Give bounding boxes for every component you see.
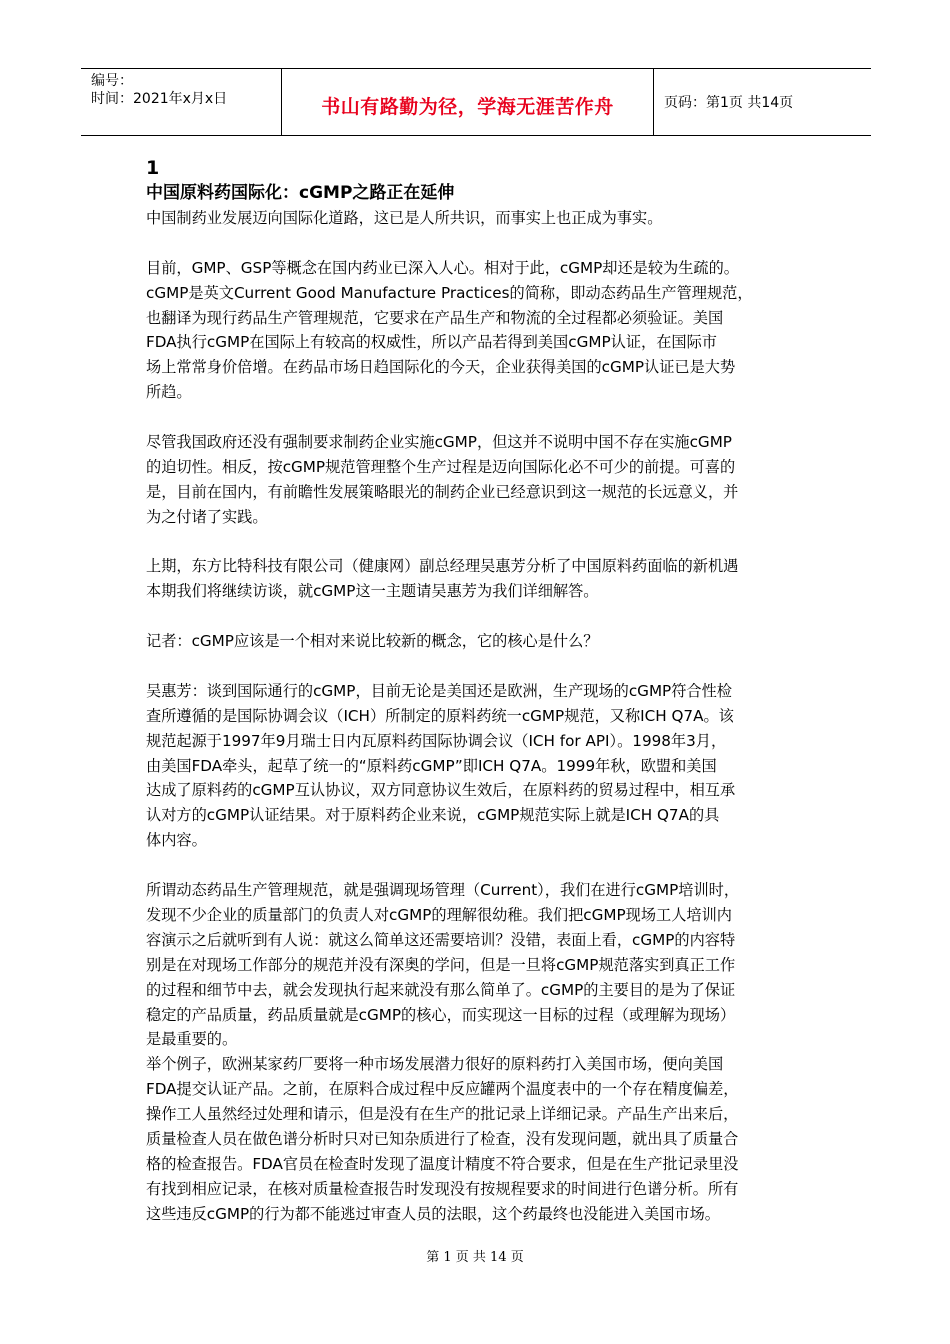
text-line: 场上常常身价倍增。在药品市场日趋国际化的今天，企业获得美国的cGMP认证已是大势 <box>146 358 736 377</box>
header-motto: 书山有路勤为径，学海无涯苦作舟 <box>321 95 614 118</box>
text-line: 由美国FDA牵头，起草了统一的“原料药cGMP”即ICH Q7A。1999年秋，欧盟和美国 <box>146 756 717 775</box>
text-line: 是最重要的。 <box>146 1030 238 1049</box>
paragraph <box>146 554 822 604</box>
text-line: cGMP是英文Current Good Manufacture Practices的简称，即动态药品生产管理规范， <box>146 283 753 302</box>
text-line: 达成了原料药的cGMP互认协议，双方同意协议生效后，在原料药的贸易过程中，相互承 <box>146 781 736 800</box>
text-line: 所趋。 <box>146 383 192 402</box>
paragraph <box>146 430 822 530</box>
text-line: 稳定的产品质量，药品质量就是cGMP的核心，而实现这一目标的过程（或理解为现场） <box>146 1005 736 1024</box>
text-line: 的过程和细节中去，就会发现执行起来就没有那么简单了。cGMP的主要目的是为了保证 <box>146 980 736 999</box>
text-line: FDA提交认证产品。之前，在原料合成过程中反应罐两个温度表中的一个存在精度偏差， <box>146 1080 739 1099</box>
text-line: 有找到相应记录，在核对质量检查报告时发现没有按规程要求的时间进行色谱分析。所有 <box>146 1179 739 1198</box>
paragraph <box>146 878 822 1226</box>
text-line: 中国制药业发展迈向国际化道路，这已是人所共识，而事实上也正成为事实。 <box>146 209 663 227</box>
text-line: 别是在对现场工作部分的规范并没有深奥的学问，但是一旦将cGMP规范落实到真正工作 <box>146 955 736 974</box>
document-title: 中国原料药国际化：cGMP之路正在延伸 <box>146 183 455 203</box>
paragraph <box>146 256 822 405</box>
text-line: 是，目前在国内，有前瞻性发展策略眼光的制药企业已经意识到这一规范的长远意义，并 <box>146 482 739 501</box>
section-number: 1 <box>146 157 160 179</box>
text-line: 体内容。 <box>146 831 207 850</box>
page-footer: 第 1 页 共 14 页 <box>426 1250 524 1265</box>
text-line: 这些违反cGMP的行为都不能逃过审查人员的法眼，这个药最终也没能进入美国市场。 <box>146 1204 720 1223</box>
text-line: 认对方的cGMP认证结果。对于原料药企业来说，cGMP规范实际上就是ICH Q7A的具 <box>146 806 720 825</box>
document-body <box>146 156 822 1227</box>
header-motto-cell <box>282 69 654 135</box>
text-line: 操作工人虽然经过处理和请示，但是没有在生产的批记录上详细记录。产品生产出来后， <box>146 1105 739 1124</box>
text-line: 查所遵循的是国际协调会议（ICH）所制定的原料药统一cGMP规范，又称ICH Q7A。该 <box>146 706 734 725</box>
paragraph-spacer <box>146 530 822 555</box>
text-line: 为之付诸了实践。 <box>146 507 268 526</box>
text-line: 容演示之后就听到有人说：就这么简单这还需要培训？没错，表面上看，cGMP的内容特 <box>146 930 736 949</box>
text-line: 发现不少企业的质量部门的负责人对cGMP的理解很幼稚。我们把cGMP现场工人培训内 <box>146 905 732 924</box>
header-info-cell <box>81 69 282 135</box>
text-line: 也翻译为现行药品生产管理规范，它要求在产品生产和物流的全过程都必须验证。美国 <box>146 308 724 327</box>
text-line: 质量检查人员在做色谱分析时只对已知杂质进行了检查，没有发现问题，就出具了质量合 <box>146 1129 739 1148</box>
paragraph-spacer <box>146 853 822 878</box>
text-line: 上期，东方比特科技有限公司（健康网）副总经理吴惠芳分析了中国原料药面临的新机遇 <box>146 557 739 576</box>
text-line: FDA执行cGMP在国际上有较高的权威性，所以产品若得到美国cGMP认证，在国际市 <box>146 333 717 352</box>
text-line: 所谓动态药品生产管理规范，就是强调现场管理（Current），我们在进行cGMP培训时， <box>146 881 740 900</box>
header-time: 时间：2021年x月x日 <box>91 91 228 107</box>
text-line: 的迫切性。相反，按cGMP规范管理整个生产过程是迈向国际化必不可少的前提。可喜的 <box>146 457 736 476</box>
paragraph-spacer <box>146 405 822 430</box>
header-code-label: 编号： <box>91 73 133 89</box>
text-line: 格的检查报告。FDA官员在检查时发现了温度计精度不符合要求，但是在生产批记录里没 <box>146 1154 739 1173</box>
paragraph <box>146 206 822 231</box>
text-line: 吴惠芳：谈到国际通行的cGMP，目前无论是美国还是欧洲，生产现场的cGMP符合性检 <box>146 681 732 700</box>
paragraph <box>146 679 822 853</box>
header-page-cell <box>654 69 871 135</box>
text-line: 尽管我国政府还没有强制要求制药企业实施cGMP，但这并不说明中国不存在实施cGMP <box>146 433 732 452</box>
text-line: 记者：cGMP应该是一个相对来说比较新的概念，它的核心是什么？ <box>146 632 599 651</box>
text-line: 举个例子，欧洲某家药厂要将一种市场发展潜力很好的原料药打入美国市场，便向美国 <box>146 1055 724 1074</box>
header-table <box>81 68 871 136</box>
header-page-info: 页码：第1页 共14页 <box>664 95 794 111</box>
text-line: 目前，GMP、GSP等概念在国内药业已深入人心。相对于此，cGMP却还是较为生疏的。 <box>146 258 739 277</box>
paragraph-spacer <box>146 604 822 629</box>
paragraph-spacer <box>146 231 822 256</box>
paragraph-spacer <box>146 654 822 679</box>
paragraph-container <box>146 206 822 1227</box>
text-line: 本期我们将继续访谈，就cGMP这一主题请吴惠芳为我们详细解答。 <box>146 582 599 601</box>
paragraph <box>146 629 822 654</box>
text-line: 规范起源于1997年9月瑞士日内瓦原料药国际协调会议（ICH for API）。1998年3月， <box>146 731 727 750</box>
